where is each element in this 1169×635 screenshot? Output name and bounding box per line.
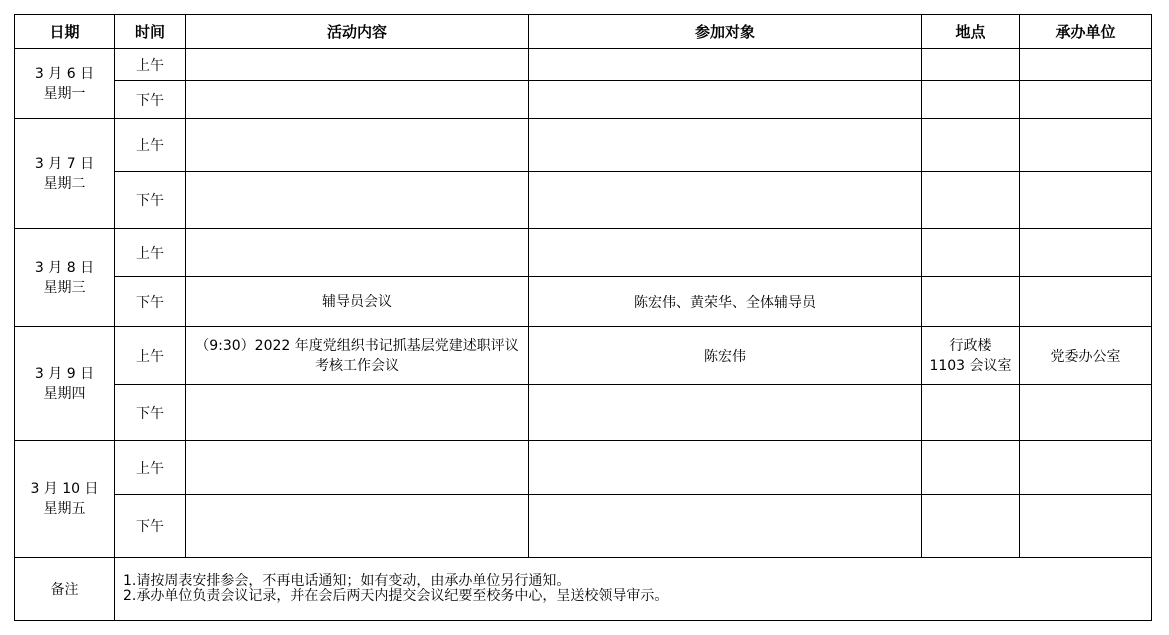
header-activity: 活动内容 xyxy=(186,15,529,49)
participants-cell xyxy=(529,495,922,558)
date-cell xyxy=(15,119,115,229)
schedule-row xyxy=(15,495,1152,558)
header-row xyxy=(15,15,1152,49)
time-cell: 上午 xyxy=(115,229,186,277)
location-cell xyxy=(922,172,1020,229)
location-cell xyxy=(922,327,1020,385)
note-line: 1.请按周表安排参会，不再电话通知；如有变动，由承办单位另行通知。 xyxy=(123,573,571,589)
time-cell: 上午 xyxy=(115,441,186,495)
activity-cell xyxy=(186,172,529,229)
notes-label: 备注 xyxy=(15,558,115,621)
date-cell xyxy=(15,327,115,441)
location-cell xyxy=(922,119,1020,172)
organizer-cell xyxy=(1020,172,1152,229)
participants-cell: 陈宏伟 xyxy=(529,327,922,385)
header-organizer: 承办单位 xyxy=(1020,15,1152,49)
schedule-row xyxy=(15,229,1152,277)
time-cell: 下午 xyxy=(115,81,186,119)
schedule-row xyxy=(15,441,1152,495)
date-text: 3 月 10 日 xyxy=(30,481,99,497)
participants-cell xyxy=(529,385,922,441)
weekly-schedule-table xyxy=(14,14,1152,621)
location-cell xyxy=(922,229,1020,277)
location-line: 1103 会议室 xyxy=(929,357,1012,374)
schedule-row xyxy=(15,327,1152,385)
organizer-cell xyxy=(1020,119,1152,172)
header-date: 日期 xyxy=(15,15,115,49)
weekday-text: 星期四 xyxy=(43,385,86,402)
participants-cell xyxy=(529,441,922,495)
organizer-cell xyxy=(1020,495,1152,558)
notes-row xyxy=(15,558,1152,621)
date-text: 3 月 7 日 xyxy=(34,155,95,172)
schedule-row xyxy=(15,385,1152,441)
activity-cell xyxy=(186,229,529,277)
activity-cell xyxy=(186,385,529,441)
header-location: 地点 xyxy=(922,15,1020,49)
organizer-cell xyxy=(1020,81,1152,119)
time-cell: 上午 xyxy=(115,49,186,81)
activity-line: 辅导员会议 xyxy=(322,293,392,310)
activity-line: （9:30）2022 年度党组织书记抓基层党建述职评议 xyxy=(195,337,519,354)
organizer-cell xyxy=(1020,229,1152,277)
activity-cell xyxy=(186,81,529,119)
time-cell: 下午 xyxy=(115,172,186,229)
schedule-row xyxy=(15,49,1152,81)
schedule-row xyxy=(15,119,1152,172)
date-cell xyxy=(15,49,115,119)
notes-body xyxy=(115,558,1152,621)
participants-cell xyxy=(529,172,922,229)
location-line: 行政楼 xyxy=(949,337,992,354)
time-cell: 下午 xyxy=(115,495,186,558)
note-line: 2.承办单位负责会议记录，并在会后两天内提交会议纪要至校务中心，呈送校领导审示。 xyxy=(123,588,669,604)
weekday-text: 星期五 xyxy=(43,501,86,517)
location-cell xyxy=(922,277,1020,327)
organizer-cell xyxy=(1020,49,1152,81)
date-cell xyxy=(15,441,115,558)
weekday-text: 星期三 xyxy=(43,279,86,296)
participants-cell xyxy=(529,119,922,172)
schedule-row xyxy=(15,172,1152,229)
schedule-row xyxy=(15,277,1152,327)
participants-cell: 陈宏伟、黄荣华、全体辅导员 xyxy=(529,277,922,327)
date-text: 3 月 6 日 xyxy=(34,65,95,82)
weekday-text: 星期二 xyxy=(43,175,86,192)
organizer-cell xyxy=(1020,277,1152,327)
header-participants: 参加对象 xyxy=(529,15,922,49)
activity-cell xyxy=(186,495,529,558)
participants-cell xyxy=(529,229,922,277)
activity-cell xyxy=(186,441,529,495)
organizer-cell xyxy=(1020,385,1152,441)
date-text: 3 月 9 日 xyxy=(34,365,95,382)
time-cell: 上午 xyxy=(115,327,186,385)
participants-cell xyxy=(529,49,922,81)
time-cell: 上午 xyxy=(115,119,186,172)
weekday-text: 星期一 xyxy=(43,85,86,102)
time-cell: 下午 xyxy=(115,385,186,441)
header-time: 时间 xyxy=(115,15,186,49)
date-text: 3 月 8 日 xyxy=(34,259,95,276)
activity-cell xyxy=(186,277,529,327)
location-cell xyxy=(922,81,1020,119)
location-cell xyxy=(922,385,1020,441)
schedule-row xyxy=(15,81,1152,119)
time-cell: 下午 xyxy=(115,277,186,327)
date-cell xyxy=(15,229,115,327)
location-cell xyxy=(922,441,1020,495)
location-cell xyxy=(922,49,1020,81)
participants-cell xyxy=(529,81,922,119)
activity-cell xyxy=(186,119,529,172)
activity-line: 考核工作会议 xyxy=(315,357,399,374)
organizer-cell xyxy=(1020,441,1152,495)
activity-cell xyxy=(186,327,529,385)
activity-cell xyxy=(186,49,529,81)
location-cell xyxy=(922,495,1020,558)
organizer-cell: 党委办公室 xyxy=(1020,327,1152,385)
